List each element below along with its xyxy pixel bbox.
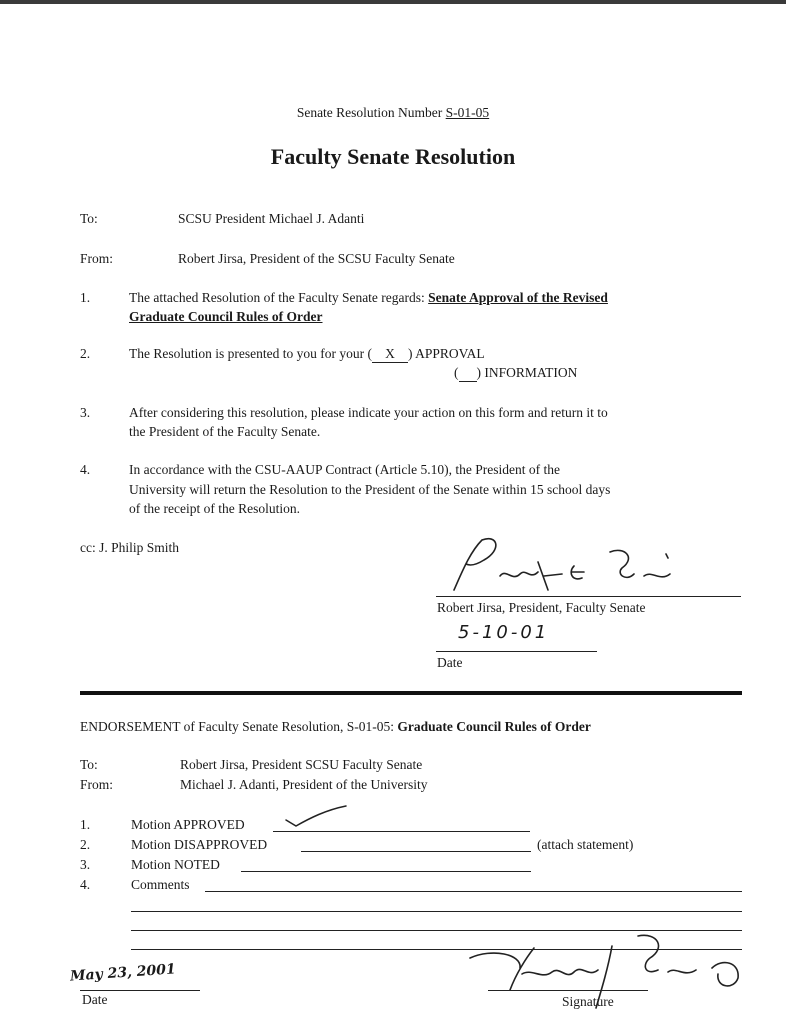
from-value: Robert Jirsa, President of the SCSU Faculty Senate [178, 251, 455, 266]
item-1-line1 [129, 290, 608, 306]
motion-2-number: 2. [80, 837, 91, 852]
endorsement-from-value: Michael J. Adanti, President of the University [180, 777, 428, 792]
resolution-number: S-01-05 [445, 105, 490, 120]
motion-1-number: 1. [80, 817, 91, 832]
approval-mark: X [372, 346, 408, 363]
motion-1-line [273, 831, 530, 832]
page-title: Faculty Senate Resolution [270, 144, 516, 169]
item-3-line1: After considering this resolution, please indicate your action on this form and return it to [129, 405, 608, 420]
item-1-number: 1. [80, 290, 91, 305]
resolution-number-label: Senate Resolution Number [296, 105, 443, 120]
item-1-topic-line1: Senate Approval of the Revised [428, 290, 608, 305]
section-divider [80, 691, 742, 695]
comments-line-2 [131, 911, 742, 912]
information-blank [459, 365, 477, 382]
item-4-line2: University will return the Resolution to the President of the Senate within 15 school days [129, 482, 611, 497]
item-3-number: 3. [80, 405, 91, 420]
endorsement-to-label: To: [80, 757, 98, 772]
endorsement-signature-line [488, 990, 648, 991]
approval-check-mark [282, 804, 352, 830]
item-3-line2: the President of the Faculty Senate. [129, 424, 321, 439]
motion-2-label: Motion DISAPPROVED [131, 837, 268, 852]
motion-4-label: Comments [131, 877, 190, 892]
endorsement-date-handwritten: May 23, 2001 [69, 961, 177, 985]
motion-2-note: (attach statement) [537, 837, 634, 852]
scan-top-edge [0, 0, 786, 4]
endorsement-to-value: Robert Jirsa, President SCSU Faculty Senate [180, 757, 423, 772]
item-4-line3: of the receipt of the Resolution. [129, 501, 300, 516]
senate-signature-caption: Robert Jirsa, President, Faculty Senate [437, 600, 646, 615]
endorsement-date-label: Date [82, 992, 108, 1007]
endorsement-signature-label: Signature [562, 994, 614, 1009]
to-value: SCSU President Michael J. Adanti [178, 211, 365, 226]
cc-line: cc: J. Philip Smith [80, 540, 180, 555]
senate-president-signature [440, 532, 740, 602]
approval-label: APPROVAL [415, 346, 485, 361]
item-4-number: 4. [80, 462, 91, 477]
endorsement-heading [80, 719, 591, 735]
comments-line-1 [205, 891, 742, 892]
item-1-topic-line2: Graduate Council Rules of Order [129, 309, 323, 324]
from-label: From: [80, 251, 114, 266]
item-1-text: The attached Resolution of the Faculty Senate regards: [129, 290, 425, 305]
item-2-text: The Resolution is presented to you for your [129, 346, 365, 361]
motion-2-line [301, 851, 531, 852]
senate-date-label: Date [437, 655, 463, 670]
motion-3-line [241, 871, 531, 872]
to-label: To: [80, 211, 98, 226]
information-label: INFORMATION [484, 365, 578, 380]
item-2-line1: The Resolution is presented to you for your ( X ) APPROVAL [129, 346, 485, 361]
senate-signature-line [436, 596, 741, 597]
motion-3-label: Motion NOTED [131, 857, 220, 872]
item-4-line1: In accordance with the CSU-AAUP Contract (Article 5.10), the President of the [129, 462, 561, 477]
endorsement-heading-bold: Graduate Council Rules of Order [397, 719, 591, 734]
motion-3-number: 3. [80, 857, 91, 872]
senate-date-handwritten: 5-10-01 [458, 622, 550, 643]
endorsement-date-line [80, 990, 200, 991]
item-2-line2: ( ) INFORMATION [454, 365, 578, 380]
motion-1-label: Motion APPROVED [131, 817, 245, 832]
senate-date-line [436, 651, 597, 652]
resolution-number-line [0, 105, 786, 121]
item-2-number: 2. [80, 346, 91, 361]
motion-4-number: 4. [80, 877, 91, 892]
endorsement-from-label: From: [80, 777, 114, 792]
endorsement-heading-prefix: ENDORSEMENT of Faculty Senate Resolution, S-01-05: [80, 719, 394, 734]
